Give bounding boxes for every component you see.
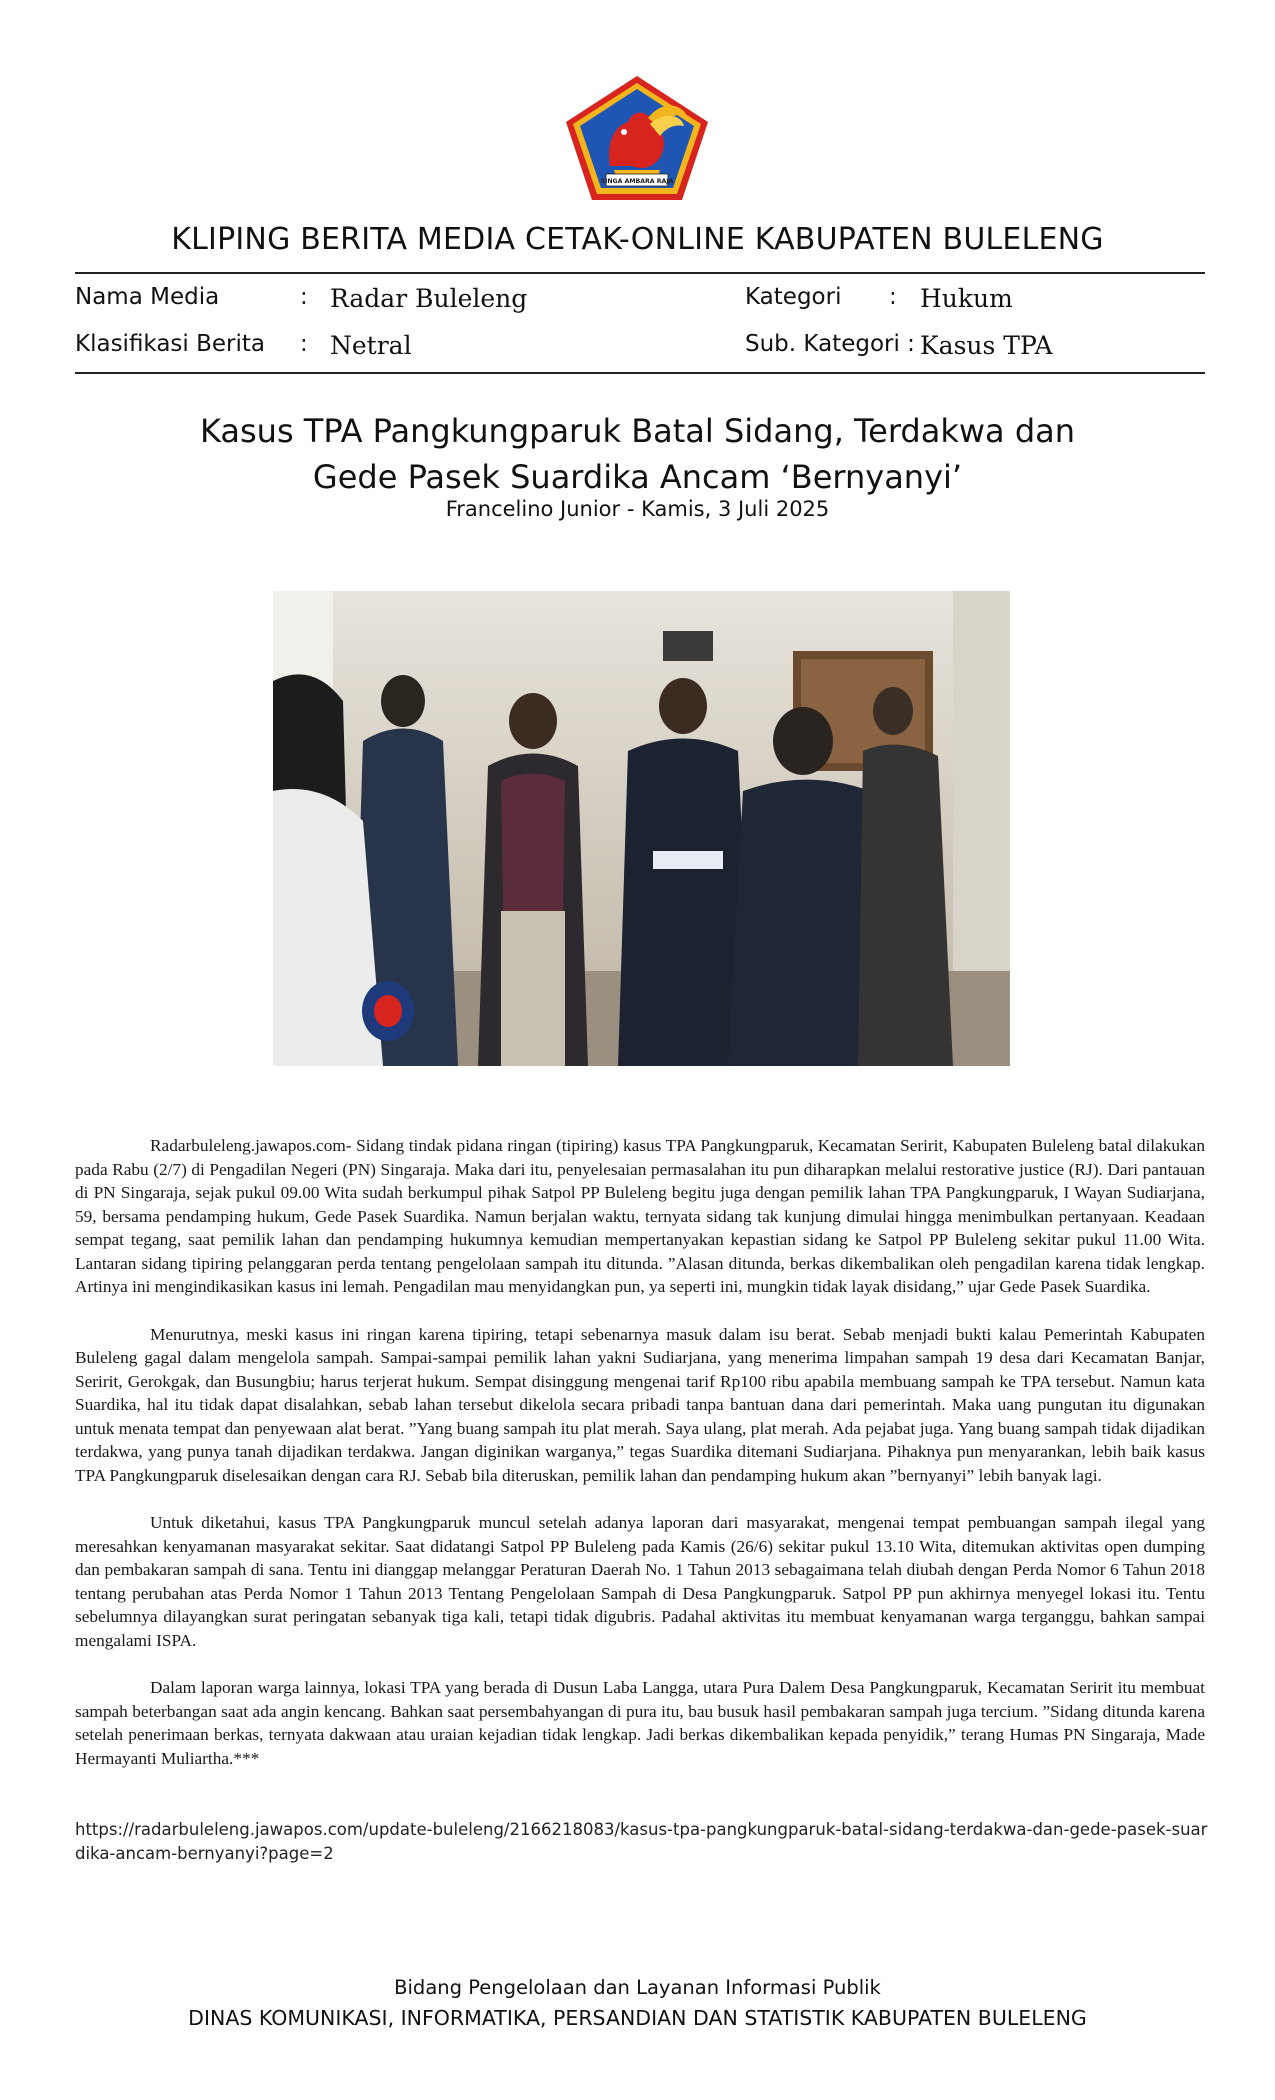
article-paragraph: Dalam laporan warga lainnya, lokasi TPA yang berada di Dusun Laba Langga, utara Pura Dalem Desa Pangkungparuk, Kecamatan Seririt itu membuat sampah beterbangan saat ada angin kencang. Bahkan saat persembahyangan di pura itu, bau busuk hasil pembakaran sampah juga tercium. ”Sidang ditunda karena setelah penerimaan berkas, ternyata dakwaan atau uraian kejadian tidak lengkap. Jadi berkas dikembalikan kepada penyidik,” terang Humas PN Singaraja, Made Hermayanti Muliartha.***	[75, 1678, 1205, 1768]
article-paragraph: Untuk diketahui, kasus TPA Pangkungparuk muncul setelah adanya laporan dari masyarakat, mengenai tempat pembuangan sampah ilegal yang meresahkan kenyamanan masyarakat sekitar. Saat didatangi Satpol PP Buleleng pada Kamis (26/6) sekitar pukul 13.10 Wita, ditemukan aktivitas open dumping dan pembakaran sampah di sana. Tentu ini dianggap melanggar Peraturan Daerah No. 1 Tahun 2013 sebagaimana telah diubah dengan Perda Nomor 6 Tahun 2018 tentang perubahan atas Perda Nomor 1 Tahun 2013 Tentang Pengelolaan Sampah di Desa Pangkungparuk. Satpol PP pun akhirnya menyegel lokasi itu. Tentu sebelumnya dilayangkan surat peringatan sebanyak tiga kali, tetapi tidak digubris. Padahal aktivitas itu membuat kenyamanan warga terganggu, bahkan sampai mengalami ISPA.	[75, 1513, 1205, 1650]
footer-agency: DINAS KOMUNIKASI, INFORMATIKA, PERSANDIAN DAN STATISTIK KABUPATEN BULELENG	[188, 2006, 1087, 2030]
source-link[interactable]: https://radarbuleleng.jawapos.com/update-buleleng/2166218083/kasus-tpa-pangkungparuk-batal-sidang-terdakwa-dan-gede-pasek-suardika-ancam-bernyanyi?page=2	[75, 1820, 1208, 1863]
klasifikasi-colon: :	[300, 331, 308, 357]
kategori-value: Hukum	[920, 284, 1013, 313]
sub-kategori-value: Kasus TPA	[920, 331, 1053, 360]
header-divider-bottom	[75, 372, 1205, 374]
article-photo	[273, 591, 1010, 1066]
nama-media-colon: :	[300, 284, 308, 310]
meta-row-media	[75, 280, 1205, 320]
kabupaten-logo	[562, 74, 712, 202]
meta-row-klasifikasi	[75, 327, 1205, 367]
nama-media-value: Radar Buleleng	[330, 284, 528, 313]
kategori-label: Kategori	[745, 284, 842, 310]
article-paragraph: Radarbuleleng.jawapos.com- Sidang tindak pidana ringan (tipiring) kasus TPA Pangkungparuk, Kecamatan Seririt, Kabupaten Buleleng batal dilakukan pada Rabu (2/7) di Pengadilan Negeri (PN) Singaraja. Maka dari itu, penyelesaian permasalahan itu pun diharapkan melalui restorative justice (RJ). Dari pantauan di PN Singaraja, sejak pukul 09.00 Wita sudah berkumpul pihak Satpol PP Buleleng begitu juga dengan pemilik lahan TPA Pangkungparuk, I Wayan Sudiarjana, 59, bersama pendamping hukum, Gede Pasek Suardika. Namun berjalan waktu, ternyata sidang tak kunjung dimulai hingga menimbulkan pertanyaan. Keadaan sempat tegang, saat pemilik lahan dan pendamping hukumnya kemudian mempertanyakan kepastian sidang ke Satpol PP Buleleng sekitar pukul 11.00 Wita. Lantaran sidang tipiring pelanggaran perda tentang pengelolaan sampah itu ditunda. ”Alasan ditunda, berkas dikembalikan oleh pengadilan karena tidak lengkap. Artinya ini mengindikasikan kasus ini lemah. Pengadilan mau menyidangkan pun, ya seperti ini, mungkin tidak layak disidang,” ujar Gede Pasek Suardika.	[75, 1136, 1205, 1296]
singa-ambara-raja-emblem-icon	[562, 74, 712, 202]
headline-line-1: Kasus TPA Pangkungparuk Batal Sidang, Terdakwa dan	[199, 412, 1076, 450]
article-byline: Francelino Junior - Kamis, 3 Juli 2025	[445, 497, 830, 521]
header-divider-top	[75, 272, 1205, 274]
footer-division: Bidang Pengelolaan dan Layanan Informasi Publik	[394, 1976, 881, 1999]
article-paragraph: Menurutnya, meski kasus ini ringan karena tipiring, tetapi sebenarnya masuk dalam isu berat. Sebab menjadi bukti kalau Pemerintah Kabupaten Buleleng gagal dalam mengelola sampah. Sampai-sampai pemilik lahan yakni Sudiarjana, yang menerima limpahan sampah 19 desa dari Kecamatan Banjar, Seririt, Gerokgak, dan Busungbiu; harus terjerat hukum. Sempat disinggung mengenai tarif Rp100 ribu apabila membuang sampah ke TPA tersebut. Namun kata Suardika, hal itu tidak dapat disalahkan, sebab lahan tersebut dikelola secara pribadi tanpa bantuan dana dari pemerintah. Maka uang pungutan itu digunakan untuk menata tempat dan penyewaan alat berat. ”Yang buang sampah itu plat merah. Saya ulang, plat merah. Ada pejabat juga. Yang buang sampah tidak dijadikan terdakwa, yang punya tanah dijadikan terdakwa. Jangan diginikan warganya,” tegas Suardika ditemani Sudiarjana. Pihaknya pun menyarankan, lebih baik kasus TPA Pangkungparuk diselesaikan dengan cara RJ. Sebab bila diteruskan, pemilik lahan dan pendamping hukum akan ”bernyanyi” lebih banyak lagi.	[75, 1324, 1205, 1485]
article-body	[75, 1134, 1205, 1794]
kategori-colon: :	[889, 284, 897, 310]
people-photo-icon	[273, 591, 1010, 1066]
sub-kategori-label: Sub. Kategori :	[745, 331, 915, 357]
headline-line-2: Gede Pasek Suardika Ancam ‘Bernyanyi’	[312, 458, 963, 496]
page-title: KLIPING BERITA MEDIA CETAK-ONLINE KABUPATEN BULELENG	[171, 222, 1104, 257]
klasifikasi-label: Klasifikasi Berita	[75, 331, 266, 357]
nama-media-label: Nama Media	[75, 284, 220, 310]
article-headline	[0, 408, 1275, 500]
klasifikasi-value: Netral	[330, 331, 412, 360]
logo-motto: SINGA AMBARA RAJA	[600, 178, 674, 185]
